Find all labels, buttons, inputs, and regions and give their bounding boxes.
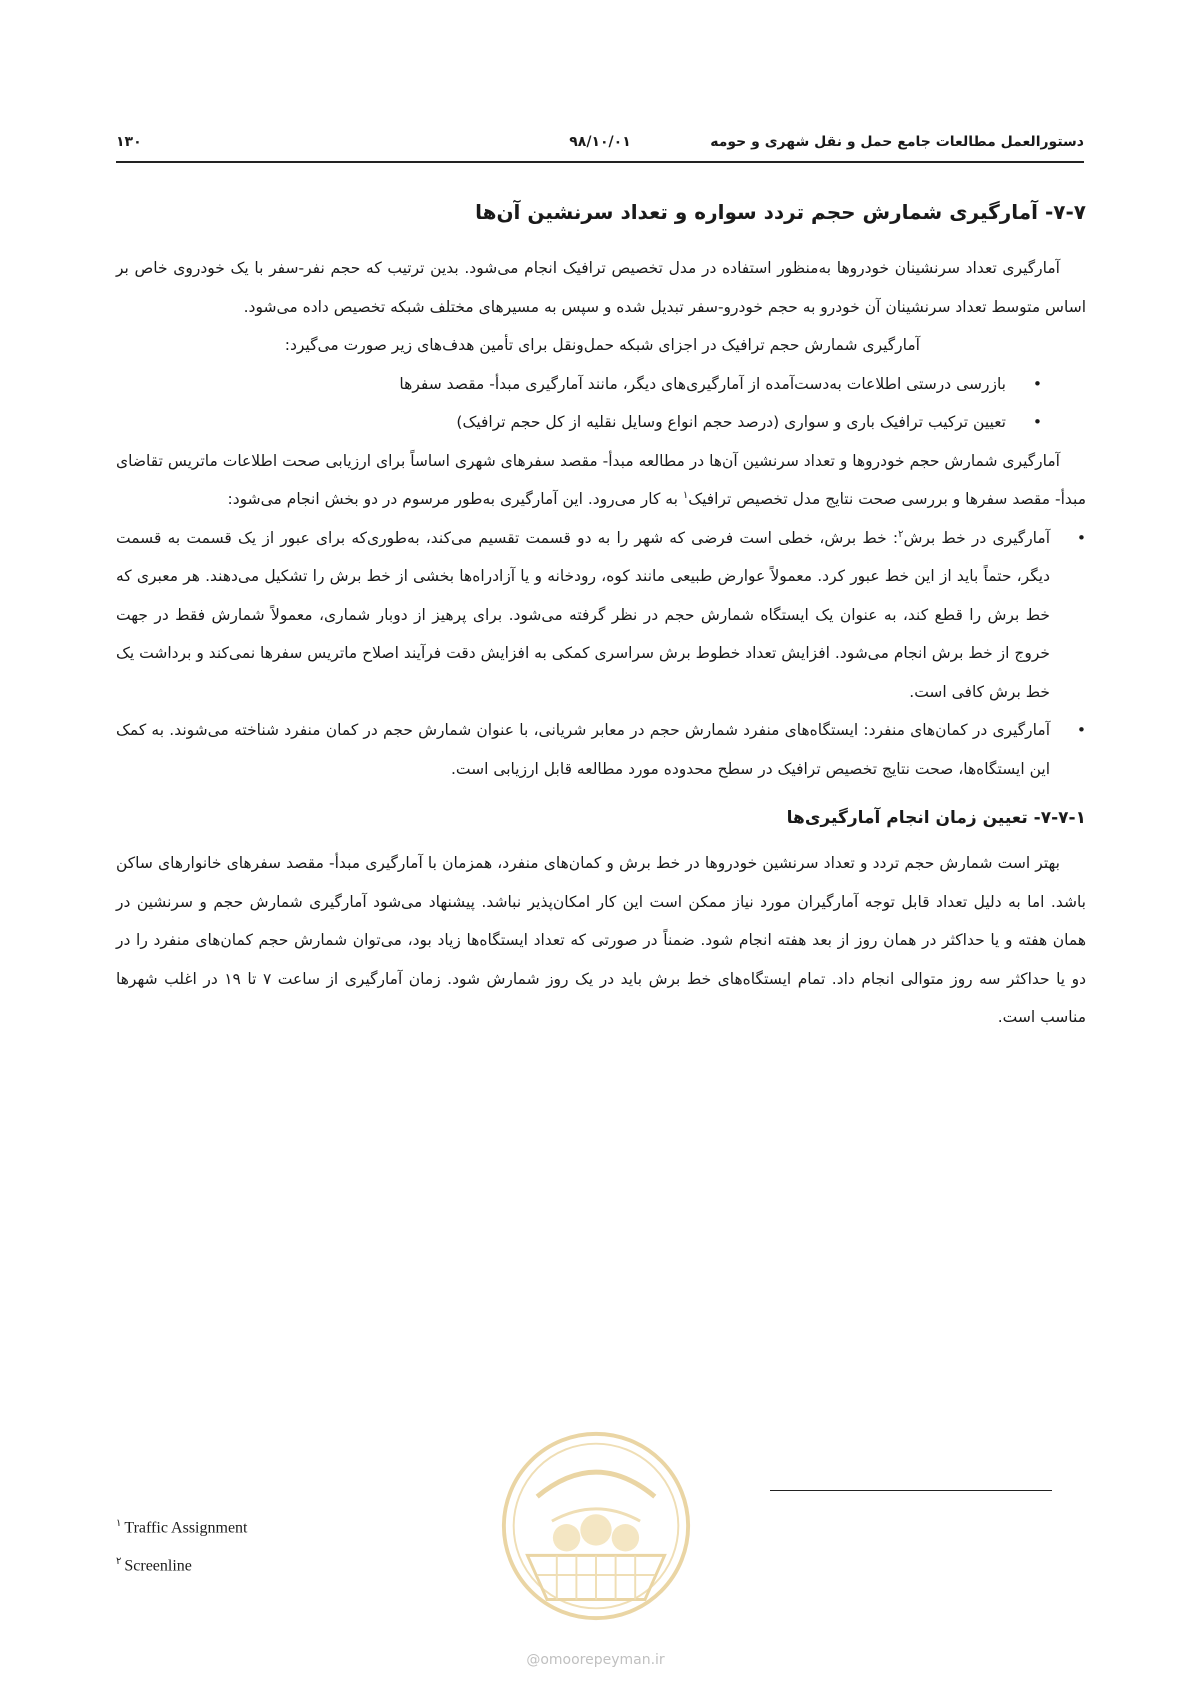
page-number: ۱۳۰ (116, 134, 142, 150)
list-item (246, 365, 1042, 404)
footnotes (116, 1507, 248, 1584)
footnote-text: Traffic Assignment (124, 1519, 248, 1537)
bullet-list (116, 365, 1086, 442)
list-item-text: : ایستگاه‌های منفرد شمارش حجم در معابر شریانی، با عنوان شمارش حجم در کمان منفرد شناخته می‌شوند. به کمک این ایستگاه‌ها، صحت نتایج تخصیص ترافیک در سطح محدوده مورد مطالعه قابل ارزیابی است. (116, 721, 1050, 778)
header-title: دستورالعمل مطالعات جامع حمل و نقل شهری و حومه (710, 134, 1084, 150)
list-item (116, 711, 1086, 788)
section-title: ۷-۷- آمارگیری شمارش حجم تردد سواره و تعداد سرنشین آن‌ها (475, 200, 1086, 224)
main-content (116, 195, 1086, 1037)
footnote-ref[interactable]: ۲ (898, 528, 904, 540)
footnote-number: ۱ (116, 1518, 122, 1529)
list-item-text: : خط برش، خطی است فرضی که شهر را به دو قسمت تقسیم می‌کند، به‌طوری‌که برای عبور از یک قسمت به قسمت دیگر، حتماً باید از این خط عبور کرد. معمولاً عوارض طبیعی مانند کوه، رودخانه و یا آزادراه‌ها بخشی از خط برش را تشکیل می‌دهند. هر معبری که خط برش را قطع کند، به عنوان یک ایستگاه شمارش حجم در نظر گرفته می‌شود. برای پرهیز از دوبار شماری، معمولاً شمارش فقط در جهت خروج از خط برش انجام می‌شود. افزایش تعداد خطوط برش سراسری کمکی به افزایش دقت فرآیند اصلاح ماتریس سفرها نمی‌کند و برداشت یک خط برش کافی است. (116, 528, 1050, 701)
footnote-ref[interactable]: ۱ (682, 489, 689, 501)
list-item (116, 519, 1086, 712)
bullet-list (116, 519, 1086, 789)
list-item-lead: آمارگیری در کمان‌های منفرد (868, 721, 1051, 739)
paragraph-text: آمارگیری شمارش حجم خودروها و تعداد سرنشین آن‌ها در مطالعه مبدأ- مقصد سفرهای شهری اساساً برای ارزیابی صحت اطلاعات ماتریس تقاضای مبدأ- مقصد سفرها و بررسی صحت نتایج مدل تخصیص ترافیک (116, 451, 1086, 508)
list-item-text: بازرسی درستی اطلاعات به‌دست‌آمده از آمارگیری‌های دیگر، مانند آمارگیری مبدأ- مقصد سفرها (399, 374, 1006, 393)
paragraph-text: به کار می‌رود. این آمارگیری به‌طور مرسوم در دو بخش انجام می‌شود: (227, 490, 683, 508)
page-header (116, 128, 1084, 154)
bullet-icon: • (1032, 374, 1042, 393)
paragraph: آمارگیری تعداد سرنشینان خودروها به‌منظور استفاده در مدل تخصیص ترافیک انجام می‌شود. بدین ترتیب که حجم نفر-سفر با یک خودروی خاص بر اساس متوسط تعداد سرنشینان آن خودرو به حجم خودرو-سفر تبدیل شده و سپس به مسیرهای مختلف شبکه تخصیص داده می‌شود. (116, 259, 1086, 316)
list-item-text: تعیین ترکیب ترافیک باری و سواری (درصد حجم انواع وسایل نقلیه از کل حجم ترافیک) (456, 413, 1006, 431)
omoorepeyman-seal-logo-icon (498, 1428, 694, 1624)
footnote-number: ۲ (116, 1556, 122, 1568)
list-item-lead: آمارگیری در خط برش (903, 528, 1051, 547)
header-date: ۹۸/۱۰/۰۱ (569, 134, 631, 150)
list-item (246, 403, 1042, 442)
paragraph: بهتر است شمارش حجم تردد و تعداد سرنشین خودروها در خط برش و کمان‌های منفرد، همزمان با آمارگیری مبدأ- مقصد سفرهای خانوارهای ساکن باشد. اما به دلیل تعداد قابل توجه آمارگیران مورد نیاز ممکن است این کار امکان‌پذیر نباشد. پیشنهاد می‌شود آمارگیری شمارش حجم و سرنشین در همان هفته و یا حداکثر در همان روز از بعد هفته انجام شود. ضمناً در صورتی که تعداد ایستگاه‌ها زیاد بود، می‌توان شمارش حجم کمان‌های منفرد را در دو یا حداکثر سه روز متوالی انجام داد. تمام ایستگاه‌های خط برش باید در یک روز شمارش شود. زمان آمارگیری از ساعت ۷ تا ۱۹ در اغلب شهرها مناسب است. (116, 854, 1087, 1026)
paragraph: آمارگیری شمارش حجم ترافیک در اجزای شبکه حمل‌ونقل برای تأمین هدف‌های زیر صورت می‌گیرد: (284, 336, 920, 354)
watermark-text: @omoorepeyman.ir (526, 1652, 665, 1668)
bullet-icon: • (1076, 721, 1086, 739)
header-divider (116, 161, 1084, 163)
footnote (116, 1545, 248, 1583)
paragraph (116, 442, 1086, 519)
footnote (116, 1507, 248, 1545)
subsection-title: ۷-۷-۱- تعیین زمان انجام آمارگیری‌ها (786, 808, 1086, 828)
footnote-divider (770, 1490, 1052, 1491)
footnote-text: Screenline (124, 1557, 192, 1575)
bullet-icon: • (1032, 413, 1042, 431)
bullet-icon: • (1076, 528, 1086, 547)
